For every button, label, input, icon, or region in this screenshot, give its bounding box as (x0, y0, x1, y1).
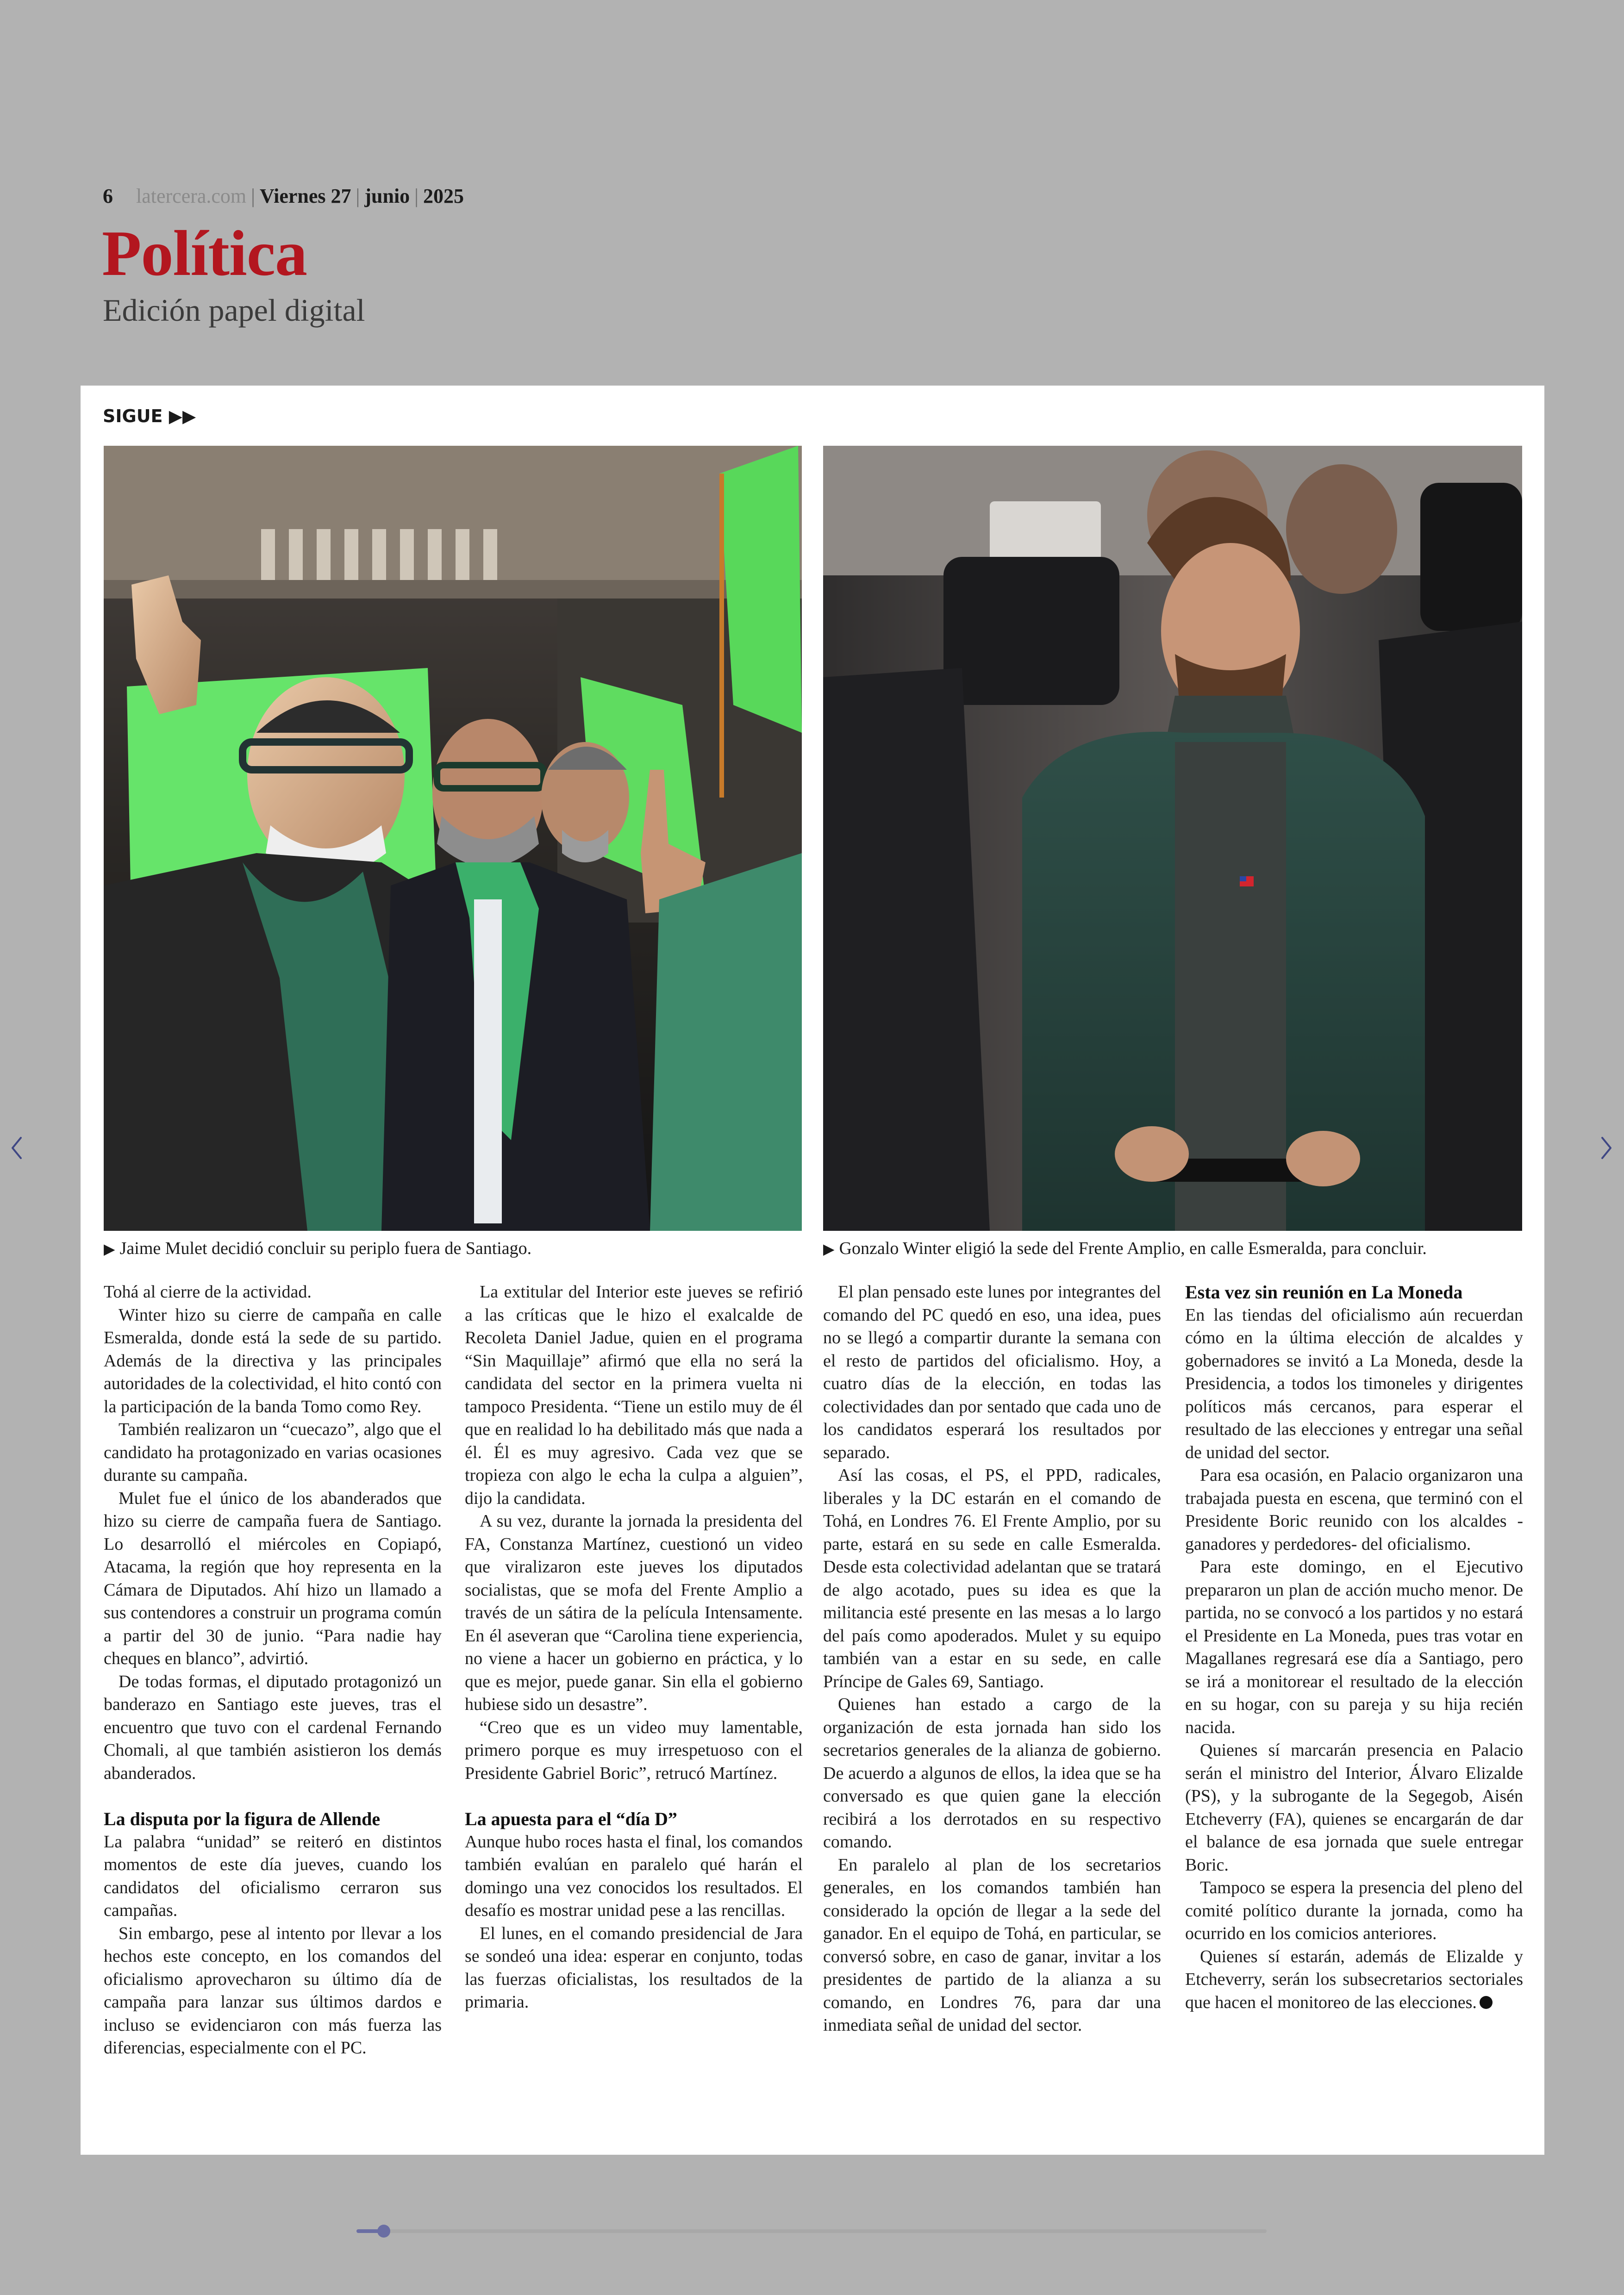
issue-info-line (103, 184, 464, 208)
article-column-4 (1185, 1281, 1523, 2014)
article-paragraph: Así las cosas, el PS, el PPD, radicales, liberales y la DC estarán en el comando de Tohá, en Londres 76. El Frente Amplio, por su parte, estará en su sede en calle Esmeralda. Desde esta colectividad adelantan que se tratará de algo acotado, pues su idea es que la militancia esté presente en las mesas a lo largo del país como apoderados. Mulet y su equipo también van a estar en su sede, en calle Príncipe de Gales 69, Santiago. (823, 1466, 1161, 1691)
photo-rally-green-flags-icon (104, 446, 802, 1231)
end-of-article-icon (1480, 1996, 1493, 2009)
next-page-button[interactable] (1593, 1129, 1620, 1166)
edition-subtitle: Edición papel digital (103, 293, 365, 328)
photo-caption-right: ▶ Gonzalo Winter eligió la sede del Frente Amplio, en calle Esmeralda, para concluir. (823, 1239, 1427, 1258)
photo-caption-left: ▶ Jaime Mulet decidió concluir su periplo fuera de Santiago. (104, 1239, 532, 1258)
article-paragraph: Sin embargo, pese al intento por llevar a los hechos este concepto, en los comandos del oficialismo aprovecharon su último día de campaña para lanzar sus últimos dardos e incluso se evidenciaron con más fuerza las diferencias, especialmente con el PC. (104, 1923, 442, 2058)
article-column-1 (104, 1281, 442, 2060)
article-paragraph: Aunque hubo roces hasta el final, los comandos también evalúan en paralelo qué harán el domingo una vez conocidos los resultados. El desafío es mostrar unidad pese a las rencillas. (465, 1832, 803, 1920)
issue-month: junio (364, 185, 410, 207)
article-paragraph: La palabra “unidad” se reiteró en distintos momentos de este día jueves, cuando los candidatos del oficialismo cerraron sus campañas. (104, 1832, 442, 1920)
article-paragraph: A su vez, durante la jornada la presidenta del FA, Constanza Martínez, cuestionó un video que viralizaron este jueves los diputados socialistas, que se mofa del Frente Amplio a través de un sátira de la película Intensamente. En él aseveran que “Carolina tiene experiencia, no viene a hacer un gobierno en práctica, y lo que es mejor, puede ganar. Sin ella el gobierno hubiese sido un desastre”. (465, 1511, 803, 1714)
site-name: latercera.com (136, 185, 247, 207)
article-paragraph: Para este domingo, en el Ejecutivo prepararon un plan de acción mucho menor. De partida, no se convocó a los partidos y no estará el Presidente en La Moneda, pues tras votar en Magallanes regresará ese día a Santiago, pero se irá a monitorear el resultado de la elección en su hogar, con su pareja y su hija recién nacida. (1185, 1557, 1523, 1737)
article-paragraph: También realizaron un “cuecazo”, algo que el candidato ha protagonizado en varias ocasiones durante su campaña. (104, 1420, 442, 1485)
article-paragraph: Quienes han estado a cargo de la organización de esta jornada han sido los secretarios generales de la alianza de gobierno. De acuerdo a algunos de ellos, la idea que se ha conversado es que quien gane la elección recibirá a los derrotados en su respectivo comando. (823, 1695, 1161, 1852)
article-paragraph: Tampoco se espera la presencia del pleno del comité político durante la jornada, como ha ocurrido en los comicios anteriores. (1185, 1878, 1523, 1943)
newspaper-page[interactable] (81, 386, 1544, 2155)
article-paragraph: De todas formas, el diputado protagonizó un banderazo en Santiago este jueves, tras el encuentro que tuvo con el cardenal Fernando Chomali, al que también asistieron los demás abanderados. (104, 1671, 442, 1783)
section-title: Política (102, 218, 307, 289)
separator: | (356, 185, 360, 207)
caption-marker: ▶ (104, 1241, 115, 1257)
issue-weekday-day: Viernes 27 (259, 185, 351, 207)
paragraph-gap (104, 1785, 442, 1808)
page-progress-slider[interactable] (356, 2229, 1267, 2233)
caption-marker: ▶ (823, 1241, 835, 1257)
article-column-2 (465, 1281, 803, 2014)
article-paragraph: En las tiendas del oficialismo aún recuerdan cómo en la última elección de alcaldes y gobernadores se invitó a La Moneda, desde la Presidencia, a todos los timoneles y dirigentes políticos más cercanos, para esperar el resultado de las elecciones y entregar una señal de unidad del sector. (1185, 1305, 1523, 1462)
photo-portrait-press-icon (823, 446, 1522, 1231)
chevron-right-icon (1599, 1136, 1613, 1160)
article-paragraph: El lunes, en el comando presidencial de Jara se sondeó una idea: esperar en conjunto, todas las fuerzas oficialistas, los resultados de la primaria. (465, 1923, 803, 2012)
photo-winter-portrait (823, 446, 1522, 1231)
subheading: Esta vez sin reunión en La Moneda (1185, 1282, 1463, 1303)
issue-year: 2025 (423, 185, 464, 207)
article-column-3 (823, 1281, 1161, 2037)
progress-handle[interactable] (377, 2225, 390, 2238)
separator: | (414, 185, 418, 207)
photo-mulet-rally (104, 446, 802, 1231)
chevron-left-icon (10, 1136, 24, 1160)
article-paragraph: En paralelo al plan de los secretarios generales, en los comandos también han considerado la opción de llegar a la sede del ganador. En el equipo de Tohá, en particular, se conversó sobre, en caso de ganar, invitar a los presidentes de partido de la alianza a su comando, en Londres 76, para dar una inmediata señal de unidad del sector. (823, 1855, 1161, 2035)
article-paragraph: Mulet fue el único de los abanderados que hizo su cierre de campaña fuera de Santiago. Lo desarrolló el miércoles en Copiapó, Atacama, la región que hoy representa en la Cámara de Diputados. Ahí hizo un llamado a sus contendores a construir un programa común a partir del 30 de junio. “Para nadie hay cheques en blanco”, advirtió. (104, 1488, 442, 1668)
subheading: La disputa por la figura de Allende (104, 1809, 381, 1829)
paragraph-gap (465, 1785, 803, 1808)
article-paragraph: “Creo que es un video muy lamentable, primero porque es muy irrespetuoso con el Presidente Gabriel Boric”, retrucó Martínez. (465, 1717, 803, 1783)
separator: | (251, 185, 255, 207)
article-paragraph: Winter hizo su cierre de campaña en calle Esmeralda, donde está la sede de su partido. Además de la directiva y las principales autoridades de la colectividad, el hito contó con la participación de la banda Tomo como Rey. (104, 1305, 442, 1416)
page-number: 6 (103, 185, 113, 207)
subheading: La apuesta para el “día D” (465, 1809, 677, 1829)
continues-label: SIGUE ▶▶ (103, 406, 196, 426)
article-paragraph: Para esa ocasión, en Palacio organizaron una trabajada puesta en escena, que terminó con el Presidente Boric reunido con los alcaldes -ganadores y perdedores- del oficialismo. (1185, 1466, 1523, 1554)
article-paragraph: La extitular del Interior este jueves se refirió a las críticas que le hizo el exalcalde de Recoleta Daniel Jadue, quien en el programa “Sin Maquillaje” afirmó que ella no será la candidata del sector en la primera vuelta ni tampoco Presidenta. “Tiene un estilo muy de él que en realidad lo ha debilitado más que nada a él. Él es muy agresivo. Cada vez que se tropieza con algo le echa la culpa a alguien”, dijo la candidata. (465, 1282, 803, 1508)
prev-page-button[interactable] (3, 1129, 31, 1166)
article-paragraph: Quienes sí estarán, además de Elizalde y Etcheverry, serán los subsecretarios sectoriales que hacen el monitoreo de las elecciones. (1185, 1946, 1523, 2012)
article-paragraph: Quienes sí marcarán presencia en Palacio serán el ministro del Interior, Álvaro Elizalde (PS), y la subrogante de la Segegob, Aisén Etcheverry (FA), quienes se encargarán de dar el balance de esa jornada que suele entregar Boric. (1185, 1740, 1523, 1875)
article-paragraph: Tohá al cierre de la actividad. (104, 1282, 312, 1302)
article-paragraph: El plan pensado este lunes por integrantes del comando del PC quedó en eso, una idea, pues no se llegó a compartir durante la semana con el resto de partidos del oficialismo. Hoy, a cuatro días de la elección, en todas las colectividades dan por sentado que cada uno de los candidatos esperará los resultados por separado. (823, 1282, 1161, 1462)
